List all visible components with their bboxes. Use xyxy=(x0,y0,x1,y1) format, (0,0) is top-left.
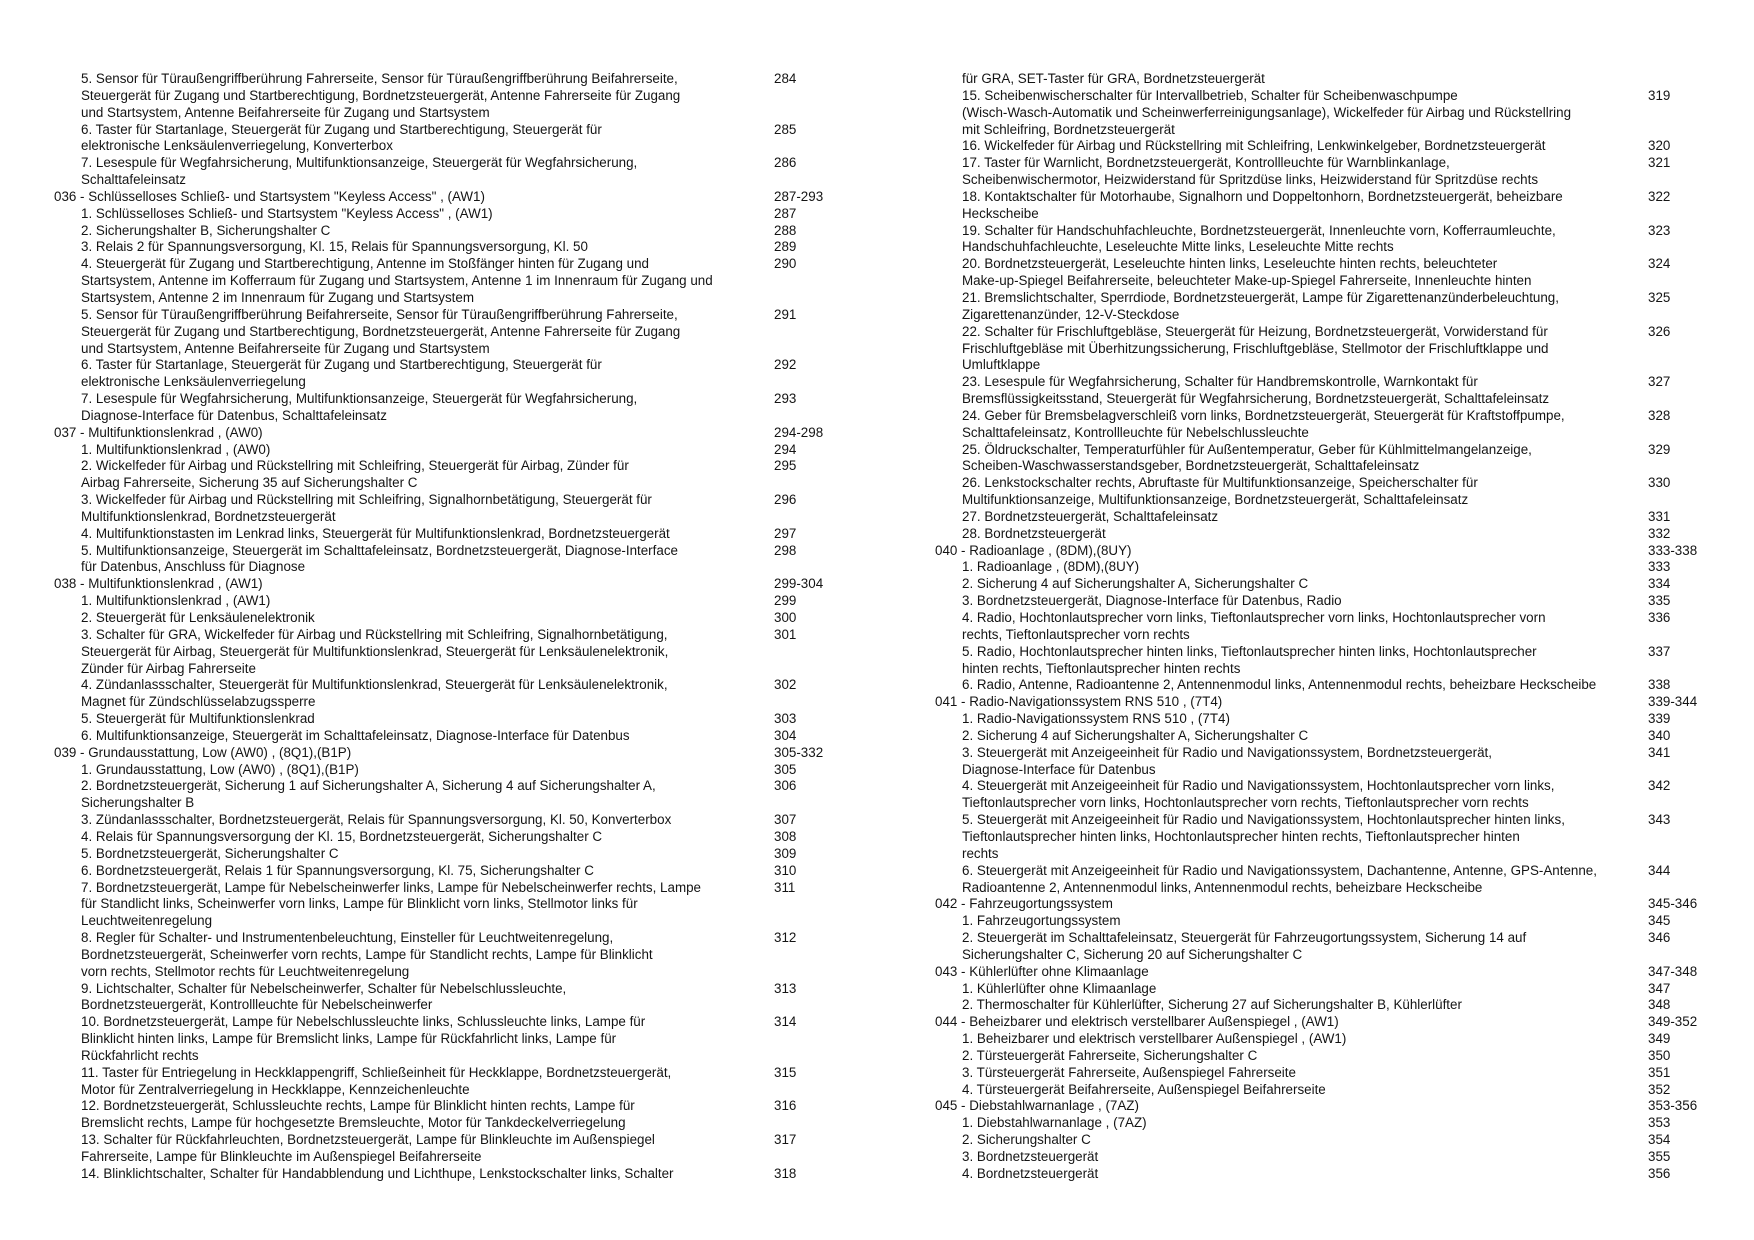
toc-entry xyxy=(935,138,1715,155)
toc-entry xyxy=(935,677,1715,694)
toc-entry-text: 4. Radio, Hochtonlautsprecher vorn links, Tieftonlautsprecher vorn links, Hochtonlautsprecher vorn rechts, Tieftonlautsprecher vorn rechts xyxy=(962,610,1546,642)
toc-entry xyxy=(54,442,844,459)
toc-entry-text: 1. Diebstahlwarnanlage , (7AZ) xyxy=(962,1115,1147,1131)
toc-entry-text: 4. Relais für Spannungsversorgung der Kl. 15, Bordnetzsteuergerät, Sicherungshalter C xyxy=(81,828,603,844)
toc-entry-text: 039 - Grundausstattung, Low (AW0) , (8Q1),(B1P) xyxy=(54,744,352,760)
toc-entry-text: 22. Schalter für Frischluftgebläse, Steuergerät für Heizung, Bordnetzsteuergerät, Vorwiderstand für Frischluftgebläse mit Überhitzungssicherung, Frischluftgebläse, Stellmotor der Frischluftklappe und Umluftklappe xyxy=(962,323,1549,373)
toc-entry-text: 043 - Kühlerlüfter ohne Klimaanlage xyxy=(935,963,1149,979)
toc-entry-text: 2. Steuergerät für Lenksäulenelektronik xyxy=(81,610,315,625)
toc-entry-text: 7. Lesespule für Wegfahrsicherung, Multifunktionsanzeige, Steuergerät für Wegfahrsicherung, Schalttafeleinsatz xyxy=(81,155,638,188)
toc-entry xyxy=(935,290,1715,324)
toc-entry xyxy=(54,1098,844,1132)
toc-page-number: 336 xyxy=(1648,610,1671,625)
toc-entry-text: 14. Blinklichtschalter, Schalter für Handabblendung und Lichthupe, Lenkstockschalter links, Schalter xyxy=(81,1165,674,1181)
toc-entry-text: 15. Scheibenwischerschalter für Intervallbetrieb, Schalter für Scheibenwaschpumpe (Wisch-Wasch-Automatik und Scheinwerferreinigungsanlage), Wickelfeder für Airbag und Rückstellring mit Schleifring, Bordnetzsteuergerät xyxy=(962,87,1572,137)
toc-entry xyxy=(54,526,844,543)
toc-entry xyxy=(935,155,1715,189)
toc-entry xyxy=(935,374,1715,408)
toc-entry-text: 10. Bordnetzsteuergerät, Lampe für Nebelschlussleuchte links, Schlussleuchte links, Lampe für Blinklicht hinten links, Lampe für Bremslicht links, Lampe für Rückfahrlicht links, Lampe für Rückfahrlicht rechts xyxy=(81,1014,646,1063)
toc-entry-text: 3. Steuergerät mit Anzeigeeinheit für Radio und Navigationssystem, Bordnetzsteuergerät, Diagnose-Interface für Datenbus xyxy=(962,744,1492,777)
toc-entry xyxy=(935,812,1715,863)
toc-page-number: 348 xyxy=(1648,997,1671,1013)
toc-entry-text: für GRA, SET-Taster für GRA, Bordnetzsteuergerät xyxy=(962,71,1265,86)
toc-entry xyxy=(935,1149,1715,1166)
toc-page-number: 331 xyxy=(1648,508,1671,524)
toc-entry-text: 25. Öldruckschalter, Temperaturfühler für Außentemperatur, Geber für Kühlmittelmangelanzeige, Scheiben-Waschwasserstandsgeber, Bordnetzsteuergerät, Schalttafeleinsatz xyxy=(962,441,1532,474)
toc-page-number: 355 xyxy=(1648,1149,1671,1164)
toc-page-number: 307 xyxy=(774,812,797,828)
toc-entry xyxy=(54,812,844,829)
toc-entry xyxy=(54,71,844,122)
toc-page-number: 305-332 xyxy=(774,744,824,760)
toc-page-number: 337 xyxy=(1648,643,1671,659)
toc-page-number: 314 xyxy=(774,1014,797,1030)
toc-section-heading xyxy=(54,576,844,593)
toc-entry-text: 6. Steuergerät mit Anzeigeeinheit für Radio und Navigationssystem, Dachantenne, Antenne, GPS-Antenne, Radioantenne 2, Antennenmodul links, Antennenmodul rechts, beheizbare Heckscheibe xyxy=(962,862,1597,895)
toc-section-heading xyxy=(935,1098,1715,1115)
toc-entry xyxy=(935,593,1715,610)
toc-entry-text: 3. Bordnetzsteuergerät xyxy=(962,1149,1099,1164)
toc-entry xyxy=(935,526,1715,543)
toc-page-number: 339 xyxy=(1648,711,1671,727)
toc-page-number: 288 xyxy=(774,222,797,238)
toc-page-number: 324 xyxy=(1648,256,1671,272)
toc-page-number: 310 xyxy=(774,862,797,878)
toc-entry-text: 2. Steuergerät im Schalttafeleinsatz, Steuergerät für Fahrzeugortungssystem, Sicherung 14 auf Sicherungshalter C, Sicherung 20 auf Sicherungshalter C xyxy=(962,930,1527,962)
toc-entry-text: 1. Beheizbarer und elektrisch verstellbarer Außenspiegel , (AW1) xyxy=(962,1031,1347,1047)
toc-entry xyxy=(935,930,1715,964)
toc-page-number: 293 xyxy=(774,391,797,407)
toc-entry xyxy=(935,408,1715,442)
toc-entry xyxy=(54,778,844,812)
toc-entry xyxy=(54,1166,844,1183)
toc-entry-text: 2. Wickelfeder für Airbag und Rückstellring mit Schleifring, Steuergerät für Airbag, Zünder für Airbag Fahrerseite, Sicherung 35 auf Sicherungshalter C xyxy=(81,458,629,491)
toc-entry-text: 5. Sensor für Türaußengriffberührung Beifahrerseite, Sensor für Türaußengriffberührung Fahrerseite, Steuergerät für Zugang und Startberechtigung, Bordnetzsteuergerät, Antenne Fahrerseite für Zugang und Startsystem, Antenne Beifahrerseite für Zugang und Startsystem xyxy=(81,306,681,356)
toc-entry-text: 3. Bordnetzsteuergerät, Diagnose-Interface für Datenbus, Radio xyxy=(962,593,1342,609)
toc-entry xyxy=(54,1132,844,1166)
toc-page-number: 298 xyxy=(774,542,797,558)
toc-page-number: 292 xyxy=(774,357,797,373)
toc-entry-text: 5. Steuergerät für Multifunktionslenkrad xyxy=(81,711,315,727)
toc-entry-text: 4. Zündanlassschalter, Steuergerät für Multifunktionslenkrad, Steuergerät für Lenksäulenelektronik, Magnet für Zündschlüsselabzugssperre xyxy=(81,677,668,710)
toc-entry-text: 2. Sicherung 4 auf Sicherungshalter A, Sicherungshalter C xyxy=(962,727,1309,743)
toc-entry-text: 2. Sicherungshalter B, Sicherungshalter C xyxy=(81,222,331,238)
toc-entry-text: 1. Kühlerlüfter ohne Klimaanlage xyxy=(962,980,1157,996)
toc-page-number: 326 xyxy=(1648,323,1671,339)
toc-entry xyxy=(935,1082,1715,1099)
toc-entry-text: 8. Regler für Schalter- und Instrumentenbeleuchtung, Einsteller für Leuchtweitenregelung, Bordnetzsteuergerät, Scheinwerfer vorn rechts, Lampe für Standlicht rechts, Lampe für Blinklicht vorn rechts, Stellmotor rechts für Leuchtweitenregelung xyxy=(81,930,653,979)
toc-page-number: 344 xyxy=(1648,862,1671,878)
toc-entry xyxy=(54,307,844,358)
toc-page-number: 347-348 xyxy=(1648,963,1698,979)
toc-page-number: 313 xyxy=(774,980,797,996)
toc-entry xyxy=(935,189,1715,223)
toc-page-number: 289 xyxy=(774,239,797,255)
toc-section-heading xyxy=(935,964,1715,981)
toc-page-number: 299 xyxy=(774,593,797,609)
toc-entry-text: 7. Bordnetzsteuergerät, Lampe für Nebelscheinwerfer links, Lampe für Nebelscheinwerfer rechts, Lampe für Standlicht links, Scheinwerfer vorn links, Lampe für Blinklicht vorn links, Stellmotor links für Leuchtweitenregelung xyxy=(81,879,701,929)
toc-page-number: 345-346 xyxy=(1648,896,1698,912)
toc-entry xyxy=(935,509,1715,526)
toc-page-number: 333-338 xyxy=(1648,542,1698,558)
toc-page-number: 346 xyxy=(1648,930,1671,946)
toc-entry-text: 2. Sicherung 4 auf Sicherungshalter A, Sicherungshalter C xyxy=(962,576,1309,592)
toc-entry-text: 16. Wickelfeder für Airbag und Rückstellring mit Schleifring, Lenkwinkelgeber, Bordnetzsteuergerät xyxy=(962,138,1546,154)
toc-entry xyxy=(54,930,844,981)
toc-entry-text: 3. Wickelfeder für Airbag und Rückstellring mit Schleifring, Signalhornbetätigung, Steuergerät für Multifunktionslenkrad, Bordnetzsteuergerät xyxy=(81,492,652,524)
toc-entry xyxy=(935,71,1715,88)
toc-entry xyxy=(54,492,844,526)
toc-entry xyxy=(54,846,844,863)
toc-entry-text: 17. Taster für Warnlicht, Bordnetzsteuergerät, Kontrollleuchte für Warnblinkanlage, Scheibenwischermotor, Heizwiderstand für Spritzdüse links, Heizwiderstand für Spritzdüse rechts xyxy=(962,155,1539,188)
toc-entry xyxy=(935,1132,1715,1149)
toc-entry-text: 1. Fahrzeugortungssystem xyxy=(962,913,1121,929)
toc-entry xyxy=(935,576,1715,593)
toc-entry xyxy=(935,745,1715,779)
toc-page-number: 333 xyxy=(1648,559,1671,575)
toc-page-number: 342 xyxy=(1648,778,1671,794)
toc-page-number: 334 xyxy=(1648,576,1671,592)
toc-section-heading xyxy=(54,745,844,762)
toc-page-number: 299-304 xyxy=(774,576,824,592)
toc-entry-text: 11. Taster für Entriegelung in Heckklappengriff, Schließeinheit für Heckklappe, Bordnetzsteuergerät, Motor für Zentralverriegelung in Heckklappe, Kennzeichenleuchte xyxy=(81,1064,672,1097)
toc-page-number: 291 xyxy=(774,306,797,322)
toc-entry xyxy=(54,543,844,577)
toc-entry-text: 3. Relais 2 für Spannungsversorgung, Kl. 15, Relais für Spannungsversorgung, Kl. 50 xyxy=(81,239,588,255)
toc-page-number: 351 xyxy=(1648,1064,1671,1080)
toc-entry-text: 037 - Multifunktionslenkrad , (AW0) xyxy=(54,424,263,440)
toc-entry-text: 12. Bordnetzsteuergerät, Schlussleuchte rechts, Lampe für Blinklicht hinten rechts, Lampe für Bremslicht rechts, Lampe für hochgesetzte Bremsleuchte, Motor für Tankdeckelverriegelung xyxy=(81,1098,635,1131)
toc-entry-text: 5. Radio, Hochtonlautsprecher hinten links, Tieftonlautsprecher hinten links, Hochtonlautsprecher hinten rechts, Tieftonlautsprecher hinten rechts xyxy=(962,643,1537,676)
toc-page-number: 302 xyxy=(774,677,797,693)
toc-entry-text: 2. Bordnetzsteuergerät, Sicherung 1 auf Sicherungshalter A, Sicherung 4 auf Sicherungshalter A, Sicherungshalter B xyxy=(81,778,656,811)
toc-entry xyxy=(935,1166,1715,1183)
toc-page-number: 309 xyxy=(774,845,797,861)
toc-page-number: 303 xyxy=(774,711,797,727)
toc-page-number: 294 xyxy=(774,441,797,457)
toc-entry xyxy=(54,981,844,1015)
toc-entry xyxy=(935,778,1715,812)
toc-entry xyxy=(54,206,844,223)
toc-entry xyxy=(54,728,844,745)
toc-entry xyxy=(935,256,1715,290)
toc-page-number: 287-293 xyxy=(774,188,824,204)
toc-entry-text: 13. Schalter für Rückfahrleuchten, Bordnetzsteuergerät, Lampe für Blinkleuchte im Außenspiegel Fahrerseite, Lampe für Blinkleuchte im Außenspiegel Beifahrerseite xyxy=(81,1132,655,1164)
toc-entry-text: 036 - Schlüsselloses Schließ- und Startsystem "Keyless Access" , (AW1) xyxy=(54,188,485,204)
toc-page-number: 338 xyxy=(1648,677,1671,693)
toc-entry-text: 4. Bordnetzsteuergerät xyxy=(962,1165,1099,1181)
toc-page-number: 305 xyxy=(774,761,797,777)
toc-page-number: 297 xyxy=(774,525,797,541)
toc-entry xyxy=(54,458,844,492)
toc-entry xyxy=(935,1065,1715,1082)
toc-entry-text: 20. Bordnetzsteuergerät, Leseleuchte hinten links, Leseleuchte hinten rechts, beleuchteter Make-up-Spiegel Beifahrerseite, beleuchteter Make-up-Spiegel Fahrerseite, Innenleuchte hinten xyxy=(962,256,1532,289)
toc-page-number: 325 xyxy=(1648,289,1671,305)
toc-entry-text: 1. Schlüsselloses Schließ- und Startsystem "Keyless Access" , (AW1) xyxy=(81,205,493,221)
toc-entry xyxy=(54,357,844,391)
toc-page-number: 321 xyxy=(1648,155,1671,171)
toc-entry-text: 2. Thermoschalter für Kühlerlüfter, Sicherung 27 auf Sicherungshalter B, Kühlerlüfter xyxy=(962,997,1462,1013)
toc-page-number: 296 xyxy=(774,492,797,508)
toc-page-number: 335 xyxy=(1648,593,1671,609)
toc-page-number: 343 xyxy=(1648,812,1671,828)
toc-entry-text: 1. Multifunktionslenkrad , (AW0) xyxy=(81,441,271,457)
toc-page-number: 347 xyxy=(1648,980,1671,996)
toc-entry-text: 3. Türsteuergerät Fahrerseite, Außenspiegel Fahrerseite xyxy=(962,1064,1296,1080)
toc-page-number: 354 xyxy=(1648,1132,1671,1148)
toc-page-number: 352 xyxy=(1648,1081,1671,1097)
toc-page-number: 304 xyxy=(774,727,797,743)
toc-page-number: 301 xyxy=(774,626,797,642)
toc-page-number: 320 xyxy=(1648,138,1671,154)
toc-entry xyxy=(935,981,1715,998)
toc-entry-text: 3. Zündanlassschalter, Bordnetzsteuergerät, Relais für Spannungsversorgung, Kl. 50, Konverterbox xyxy=(81,812,672,828)
toc-entry xyxy=(54,677,844,711)
toc-entry xyxy=(54,610,844,627)
toc-page-number: 286 xyxy=(774,155,797,171)
toc-entry-text: 4. Steuergerät für Zugang und Startberechtigung, Antenne im Stoßfänger hinten für Zugang und Startsystem, Antenne im Kofferraum für Zugang und Startsystem, Antenne 1 im Innenraum für Zugang und Startsystem, Antenne 2 im Innenraum für Zugang und Startsystem xyxy=(81,256,713,305)
toc-entry-text: 19. Schalter für Handschuhfachleuchte, Bordnetzsteuergerät, Innenleuchte vorn, Kofferraumleuchte, Handschuhfachleuchte, Leseleuchte Mitte links, Leseleuchte Mitte rechts xyxy=(962,222,1556,255)
toc-entry xyxy=(54,122,844,156)
toc-entry xyxy=(935,728,1715,745)
toc-left-column xyxy=(54,71,844,1183)
toc-entry-text: 26. Lenkstockschalter rechts, Abruftaste für Multifunktionsanzeige, Speicherschalter für Multifunktionsanzeige, Multifunktionsanzeige, Bordnetzsteuergerät, Schalttafeleinsatz xyxy=(962,475,1478,508)
toc-page-number: 312 xyxy=(774,930,797,946)
toc-page-number: 356 xyxy=(1648,1165,1671,1181)
toc-entry-text: 040 - Radioanlage , (8DM),(8UY) xyxy=(935,542,1132,558)
toc-entry-text: 4. Türsteuergerät Beifahrerseite, Außenspiegel Beifahrerseite xyxy=(962,1081,1326,1097)
toc-page-number: 340 xyxy=(1648,727,1671,743)
toc-entry-text: 5. Bordnetzsteuergerät, Sicherungshalter C xyxy=(81,845,339,861)
toc-entry-text: 1. Radio-Navigationssystem RNS 510 , (7T4) xyxy=(962,711,1230,727)
toc-page-number: 349-352 xyxy=(1648,1014,1698,1030)
toc-entry-text: 2. Türsteuergerät Fahrerseite, Sicherungshalter C xyxy=(962,1047,1258,1063)
toc-entry xyxy=(54,239,844,256)
toc-page-number: 339-344 xyxy=(1648,694,1698,710)
toc-page-number: 308 xyxy=(774,828,797,844)
toc-page-number: 315 xyxy=(774,1064,797,1080)
toc-page-number: 323 xyxy=(1648,222,1671,238)
toc-page-number: 295 xyxy=(774,458,797,474)
toc-section-heading xyxy=(935,543,1715,560)
toc-page-number: 327 xyxy=(1648,374,1671,390)
toc-page-number: 350 xyxy=(1648,1047,1671,1063)
toc-entry xyxy=(935,1031,1715,1048)
toc-entry-text: 21. Bremslichtschalter, Sperrdiode, Bordnetzsteuergerät, Lampe für Zigarettenanzünderbeleuchtung, Zigarettenanzünder, 12-V-Steckdose xyxy=(962,289,1559,322)
toc-entry-text: 042 - Fahrzeugortungssystem xyxy=(935,896,1113,912)
toc-right-column xyxy=(935,71,1715,1183)
toc-entry xyxy=(935,610,1715,644)
toc-entry xyxy=(54,1065,844,1099)
toc-entry-text: 1. Grundausstattung, Low (AW0) , (8Q1),(B1P) xyxy=(81,761,359,777)
toc-page-number: 290 xyxy=(774,256,797,272)
toc-entry xyxy=(54,1014,844,1065)
toc-entry-text: 6. Multifunktionsanzeige, Steuergerät im Schalttafeleinsatz, Diagnose-Interface für Datenbus xyxy=(81,727,630,743)
toc-entry-text: 044 - Beheizbarer und elektrisch verstellbarer Außenspiegel , (AW1) xyxy=(935,1014,1339,1030)
toc-entry-text: 038 - Multifunktionslenkrad , (AW1) xyxy=(54,576,263,592)
toc-page-number: 285 xyxy=(774,121,797,137)
toc-section-heading xyxy=(54,189,844,206)
toc-page-number: 353-356 xyxy=(1648,1098,1698,1114)
toc-entry-text: 1. Radioanlage , (8DM),(8UY) xyxy=(962,559,1140,575)
toc-page-number: 341 xyxy=(1648,744,1671,760)
toc-entry xyxy=(54,627,844,678)
toc-entry xyxy=(935,88,1715,139)
toc-entry-text: 4. Multifunktionstasten im Lenkrad links, Steuergerät für Multifunktionslenkrad, Bordnetzsteuergerät xyxy=(81,525,670,541)
toc-entry xyxy=(54,391,844,425)
toc-entry xyxy=(935,324,1715,375)
toc-entry-text: 1. Multifunktionslenkrad , (AW1) xyxy=(81,593,271,609)
toc-page-number: 349 xyxy=(1648,1031,1671,1047)
toc-page-number: 319 xyxy=(1648,87,1671,103)
toc-page-number: 316 xyxy=(774,1098,797,1114)
toc-entry-text: 27. Bordnetzsteuergerät, Schalttafeleinsatz xyxy=(962,508,1219,524)
toc-entry xyxy=(54,593,844,610)
toc-entry-text: 045 - Diebstahlwarnanlage , (7AZ) xyxy=(935,1098,1139,1114)
toc-page-number: 318 xyxy=(774,1165,797,1181)
toc-entry xyxy=(54,256,844,307)
toc-entry-text: 6. Bordnetzsteuergerät, Relais 1 für Spannungsversorgung, Kl. 75, Sicherungshalter C xyxy=(81,862,594,878)
toc-entry xyxy=(54,223,844,240)
toc-entry-text: 6. Radio, Antenne, Radioantenne 2, Antennenmodul links, Antennenmodul rechts, beheizbare Heckscheibe xyxy=(962,677,1597,693)
toc-entry-text: 3. Schalter für GRA, Wickelfeder für Airbag und Rückstellring mit Schleifring, Signalhornbetätigung, Steuergerät für Airbag, Steuergerät für Multifunktionslenkrad, Steuergerät für Lenksäulenelektronik, Zünder für Airbag Fahrerseite xyxy=(81,626,669,676)
toc-entry xyxy=(935,913,1715,930)
toc-entry-text: 6. Taster für Startanlage, Steuergerät für Zugang und Startberechtigung, Steuergerät für elektronische Lenksäulenverriegelung xyxy=(81,357,602,390)
toc-section-heading xyxy=(935,1014,1715,1031)
toc-entry-text: 23. Lesespule für Wegfahrsicherung, Schalter für Handbremskontrolle, Warnkontakt für Bremsflüssigkeitsstand, Steuergerät für Wegfahrsicherung, Bordnetzsteuergerät, Schalttafeleinsatz xyxy=(962,374,1550,407)
toc-entry xyxy=(54,711,844,728)
toc-entry-text: 28. Bordnetzsteuergerät xyxy=(962,525,1106,541)
toc-entry-text: 4. Steuergerät mit Anzeigeeinheit für Radio und Navigationssystem, Hochtonlautsprecher vorn links, Tieftonlautsprecher vorn links, Hochtonlautsprecher vorn rechts, Tieftonlautsprecher vorn rechts xyxy=(962,778,1555,811)
toc-entry-text: 041 - Radio-Navigationssystem RNS 510 , (7T4) xyxy=(935,694,1223,710)
toc-page-number: 294-298 xyxy=(774,424,824,440)
toc-page-number: 317 xyxy=(774,1132,797,1148)
toc-entry xyxy=(54,880,844,931)
toc-page-number: 345 xyxy=(1648,913,1671,929)
toc-page-number: 330 xyxy=(1648,475,1671,491)
toc-entry-text: 7. Lesespule für Wegfahrsicherung, Multifunktionsanzeige, Steuergerät für Wegfahrsicherung, Diagnose-Interface für Datenbus, Schalttafeleinsatz xyxy=(81,391,638,423)
toc-entry xyxy=(54,829,844,846)
toc-entry xyxy=(54,155,844,189)
toc-entry-text: 5. Sensor für Türaußengriffberührung Fahrerseite, Sensor für Türaußengriffberührung Beifahrerseite, Steuergerät für Zugang und Startberechtigung, Bordnetzsteuergerät, Antenne Fahrerseite für Zugang und Startsystem, Antenne Beifahrerseite für Zugang und Startsystem xyxy=(81,71,681,120)
toc-entry xyxy=(935,863,1715,897)
toc-entry-text: 2. Sicherungshalter C xyxy=(962,1132,1091,1148)
toc-entry xyxy=(935,223,1715,257)
toc-entry xyxy=(935,1048,1715,1065)
toc-page-number: 322 xyxy=(1648,188,1671,204)
toc-page-number: 353 xyxy=(1648,1115,1671,1131)
toc-entry xyxy=(935,475,1715,509)
toc-entry xyxy=(935,644,1715,678)
toc-entry xyxy=(935,1115,1715,1132)
toc-page-number: 329 xyxy=(1648,441,1671,457)
toc-entry-text: 9. Lichtschalter, Schalter für Nebelscheinwerfer, Schalter für Nebelschlussleuchte, Bordnetzsteuergerät, Kontrollleuchte für Nebelscheinwerfer xyxy=(81,980,567,1013)
toc-entry-text: 24. Geber für Bremsbelagverschleiß vorn links, Bordnetzsteuergerät, Steuergerät für Kraftstoffpumpe, Schalttafeleinsatz, Kontrollleuchte für Nebelschlussleuchte xyxy=(962,407,1565,440)
toc-entry xyxy=(935,559,1715,576)
toc-page-number: 306 xyxy=(774,778,797,794)
toc-section-heading xyxy=(54,425,844,442)
toc-page-number: 311 xyxy=(774,879,796,895)
toc-entry xyxy=(935,711,1715,728)
toc-page-number: 287 xyxy=(774,205,797,221)
toc-entry-text: 18. Kontaktschalter für Motorhaube, Signalhorn und Doppeltonhorn, Bordnetzsteuergerät, beheizbare Heckscheibe xyxy=(962,188,1563,221)
toc-entry xyxy=(54,863,844,880)
toc-section-heading xyxy=(935,694,1715,711)
toc-page-number: 328 xyxy=(1648,407,1671,423)
toc-entry xyxy=(935,442,1715,476)
toc-entry-text: 5. Multifunktionsanzeige, Steuergerät im Schalttafeleinsatz, Bordnetzsteuergerät, Diagnose-Interface für Datenbus, Anschluss für Diagnose xyxy=(81,542,678,575)
toc-entry-text: 6. Taster für Startanlage, Steuergerät für Zugang und Startberechtigung, Steuergerät für elektronische Lenksäulenverriegelung, Konverterbox xyxy=(81,121,602,154)
toc-page-number: 332 xyxy=(1648,525,1671,541)
toc-entry xyxy=(54,762,844,779)
toc-page-number: 300 xyxy=(774,610,797,625)
toc-entry xyxy=(935,997,1715,1014)
toc-entry-text: 5. Steuergerät mit Anzeigeeinheit für Radio und Navigationssystem, Hochtonlautsprecher hinten links, Tieftonlautsprecher hinten links, Hochtonlautsprecher hinten rechts, Tieftonlautsprecher hinten rechts xyxy=(962,812,1565,861)
toc-section-heading xyxy=(935,896,1715,913)
toc-page-number: 284 xyxy=(774,71,797,86)
